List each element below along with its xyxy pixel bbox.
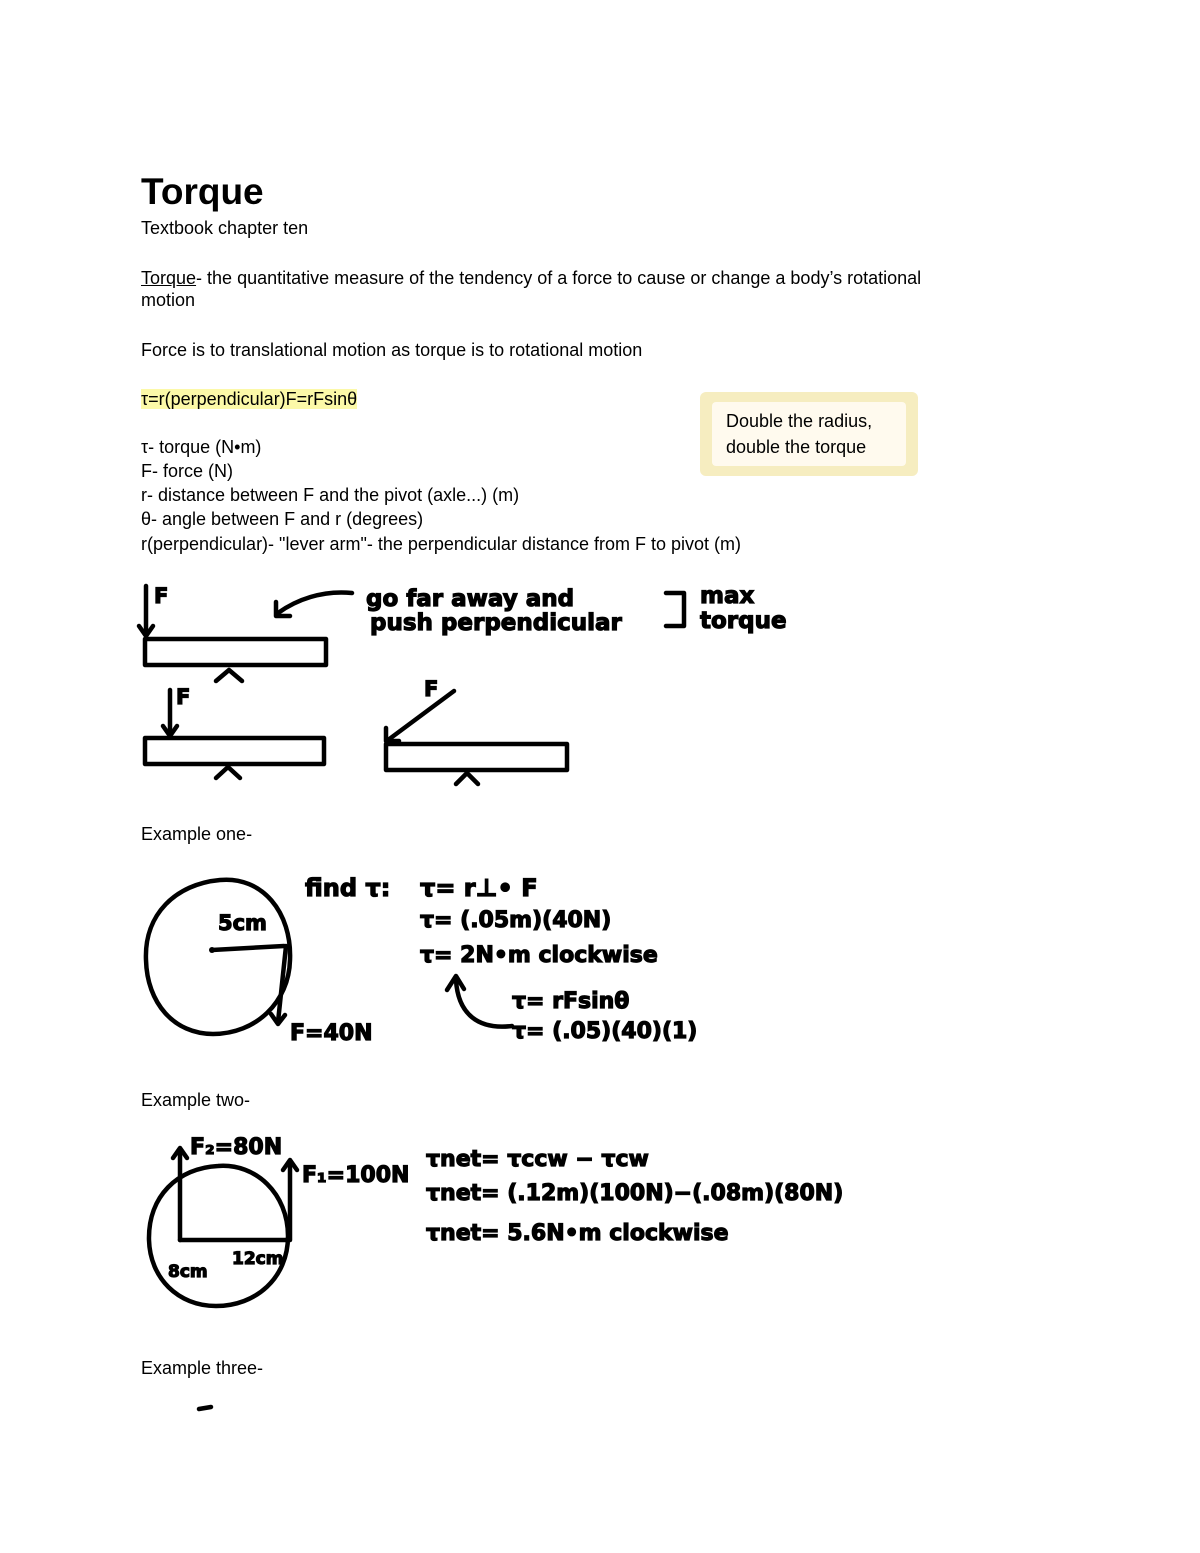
alt-line-1: τ= rFsinθ: [512, 989, 630, 1014]
r1-label: 12cm: [232, 1249, 284, 1269]
solution-line-2: τ= (.05m)(40N): [420, 908, 612, 933]
lever-bar: [145, 639, 326, 665]
alt-line-2: τ= (.05)(40)(1): [512, 1019, 698, 1044]
definition-text: - the quantitative measure of the tendency of a force to cause or change a body’s rotational: [196, 268, 922, 288]
note-line-2: double the torque: [726, 437, 867, 457]
pivot-icon: [216, 670, 242, 681]
wheel-circle: [149, 1166, 288, 1306]
variable-item: θ- angle between F and r (degrees): [141, 509, 424, 529]
pointer-arrow: [278, 592, 352, 613]
note-line-1: Double the radius,: [726, 411, 873, 431]
solution-line-3: τnet= 5.6N•m clockwise: [426, 1221, 729, 1246]
pen-mark: [199, 1407, 211, 1409]
bracket: [666, 593, 684, 626]
radius-line: [212, 946, 284, 950]
result-line-1: max: [700, 583, 755, 609]
f1-label: F₁=100N: [302, 1163, 410, 1188]
example-one-diagram: [146, 874, 697, 1046]
force-label: F: [424, 677, 439, 701]
lever-diagram-max-torque: [139, 583, 787, 681]
f2-label: F₂=80N: [190, 1135, 283, 1160]
result-line-2: torque: [700, 608, 787, 634]
variable-item: r- distance between F and the pivot (axle...) (m): [141, 485, 520, 505]
subtitle: Textbook chapter ten: [141, 218, 309, 238]
example-two-heading: Example two-: [141, 1090, 251, 1110]
definition-line-2: motion: [141, 290, 196, 310]
lever-bar: [386, 744, 567, 770]
pivot-icon: [216, 767, 240, 778]
solution-line-2: τnet= (.12m)(100N)−(.08m)(80N): [426, 1181, 844, 1206]
force-label: F: [154, 584, 169, 608]
variable-item: F- force (N): [141, 461, 233, 481]
wheel-circle: [146, 880, 290, 1034]
variable-item: r(perpendicular)- "lever arm"- the perpendicular distance from F to pivot (m): [141, 534, 741, 554]
analogy-text: Force is to translational motion as torque is to rotational motion: [141, 340, 643, 360]
example-one-heading: Example one-: [141, 824, 253, 844]
definition-term: Torque: [141, 268, 197, 288]
lever-note-line-1: go far away and: [366, 586, 575, 612]
solution-line-1: τ= r⊥• F: [420, 874, 538, 902]
lever-bar: [145, 738, 324, 764]
find-label: find τ:: [305, 874, 391, 902]
example-two-diagram: [149, 1135, 843, 1306]
lever-diagram-middle-push: [145, 685, 324, 778]
pivot-icon: [456, 773, 478, 784]
solution-line-1: τnet= τccw − τcw: [426, 1147, 649, 1172]
variable-item: τ- torque (N•m): [141, 437, 262, 457]
lever-note-line-2: push perpendicular: [370, 610, 622, 636]
solution-line-3: τ= 2N•m clockwise: [420, 943, 658, 968]
lever-diagram-angled-push: [386, 677, 567, 784]
example-three-heading: Example three-: [141, 1358, 264, 1378]
center-dot: [209, 947, 215, 953]
force-arrow: [388, 691, 454, 740]
radius-label: 5cm: [218, 911, 267, 935]
force-label: F=40N: [290, 1021, 373, 1046]
force-label: F: [176, 685, 191, 709]
page-title: Torque: [141, 171, 264, 212]
formula-highlight: τ=r(perpendicular)F=rFsinθ: [141, 389, 358, 409]
r2-label: 8cm: [168, 1262, 208, 1282]
